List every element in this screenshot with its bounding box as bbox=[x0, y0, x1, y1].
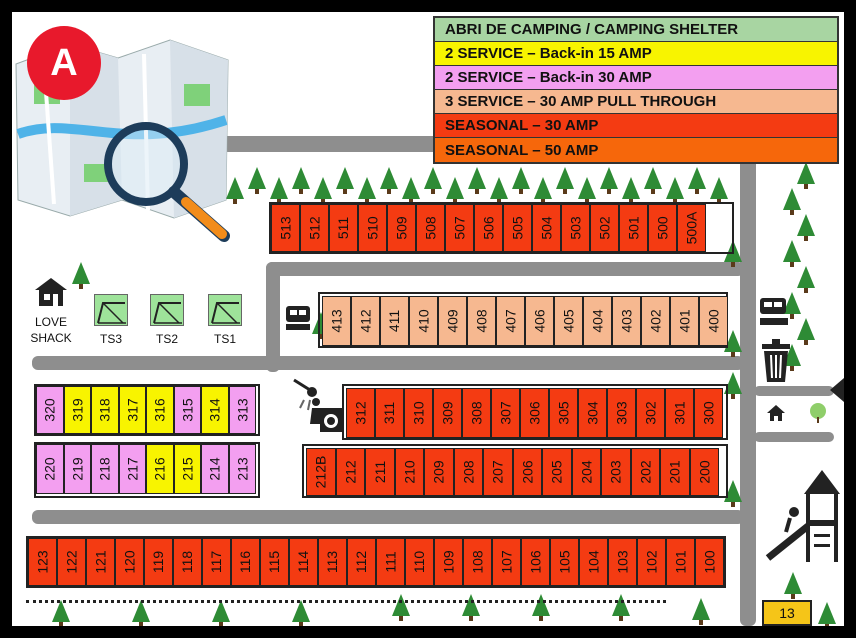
campsite-312[interactable] bbox=[346, 388, 375, 438]
campsite-111[interactable] bbox=[376, 538, 405, 586]
campsite-number: 103 bbox=[614, 550, 631, 574]
campsite-507[interactable] bbox=[445, 204, 474, 252]
campsite-208[interactable] bbox=[454, 448, 484, 496]
campsite-212B[interactable] bbox=[306, 448, 336, 496]
campsite-number: 412 bbox=[357, 309, 374, 333]
campsite-number: 300 bbox=[700, 401, 717, 425]
campsite-110[interactable] bbox=[405, 538, 434, 586]
campsite-number: 211 bbox=[371, 460, 388, 484]
campsite-number: 308 bbox=[468, 401, 485, 425]
road-east-spur-2 bbox=[754, 432, 834, 442]
campsite-number: 123 bbox=[34, 550, 51, 574]
tree-icon bbox=[818, 602, 836, 624]
bush-icon bbox=[808, 402, 828, 429]
campsite-305[interactable] bbox=[549, 388, 578, 438]
legend-item-label: SEASONAL – 30 AMP bbox=[445, 117, 599, 134]
campsite-316[interactable] bbox=[146, 386, 174, 434]
campsite-211[interactable] bbox=[365, 448, 395, 496]
campsite-number: 119 bbox=[150, 550, 167, 574]
campsite-214[interactable] bbox=[201, 444, 229, 494]
campsite-number: 406 bbox=[531, 309, 548, 333]
campsite-number: 505 bbox=[509, 216, 526, 240]
tree-icon bbox=[336, 167, 354, 189]
campsite-105[interactable] bbox=[550, 538, 579, 586]
campsite-122[interactable] bbox=[57, 538, 86, 586]
campsite-number: 113 bbox=[324, 550, 341, 574]
campsite-number: 409 bbox=[444, 309, 461, 333]
campsite-number: 219 bbox=[69, 457, 86, 481]
campsite-number: 511 bbox=[335, 216, 352, 240]
legend-item-label: 2 SERVICE – Back-in 15 AMP bbox=[445, 45, 652, 62]
house-icon bbox=[766, 404, 786, 427]
campsite-number: 118 bbox=[179, 550, 196, 574]
shelter-ts3[interactable] bbox=[94, 294, 128, 326]
campsite-number: 411 bbox=[386, 309, 403, 333]
campsite-number: 107 bbox=[498, 550, 515, 574]
tree-icon bbox=[784, 572, 802, 594]
love-shack-label bbox=[26, 314, 76, 346]
road-upper-mid bbox=[266, 262, 744, 276]
legend-item bbox=[435, 42, 837, 66]
tree-icon bbox=[446, 177, 464, 199]
dump-station-east-icon bbox=[758, 294, 792, 333]
campsite-506[interactable] bbox=[474, 204, 503, 252]
campsite-204[interactable] bbox=[572, 448, 602, 496]
campsite-207[interactable] bbox=[483, 448, 513, 496]
campsite-number: 402 bbox=[647, 309, 664, 333]
campsite-512[interactable] bbox=[300, 204, 329, 252]
tree-icon bbox=[380, 167, 398, 189]
tree-icon bbox=[797, 214, 815, 236]
campsite-number: 512 bbox=[306, 216, 323, 240]
campsite-320[interactable] bbox=[36, 386, 64, 434]
campsite-310[interactable] bbox=[404, 388, 433, 438]
sign-arrow-icon bbox=[830, 378, 844, 407]
campsite-213[interactable] bbox=[229, 444, 257, 494]
legend-item-label: 3 SERVICE – 30 AMP PULL THROUGH bbox=[445, 93, 717, 110]
campsite-108[interactable] bbox=[463, 538, 492, 586]
campsite-205[interactable] bbox=[542, 448, 572, 496]
campsite-number: 214 bbox=[206, 457, 223, 481]
campsite-number: 320 bbox=[41, 398, 58, 422]
tree-icon bbox=[578, 177, 596, 199]
tree-icon bbox=[688, 167, 706, 189]
campsite-120[interactable] bbox=[115, 538, 144, 586]
campsite-number: 303 bbox=[613, 401, 630, 425]
campsite-number: 121 bbox=[92, 550, 109, 574]
campsite-302[interactable] bbox=[636, 388, 665, 438]
campsite-106[interactable] bbox=[521, 538, 550, 586]
tree-icon bbox=[797, 162, 815, 184]
campsite-100[interactable] bbox=[695, 538, 724, 586]
campsite-403[interactable] bbox=[612, 296, 641, 346]
tree-icon bbox=[358, 177, 376, 199]
campsite-406[interactable] bbox=[525, 296, 554, 346]
campsite-number: 301 bbox=[671, 401, 688, 425]
campsite-number: 502 bbox=[596, 216, 613, 240]
campsite-113[interactable] bbox=[318, 538, 347, 586]
campsite-107[interactable] bbox=[492, 538, 521, 586]
campsite-123[interactable] bbox=[28, 538, 57, 586]
legend-item bbox=[435, 138, 837, 162]
tree-icon bbox=[644, 167, 662, 189]
tree-icon bbox=[52, 600, 70, 622]
campsite-408[interactable] bbox=[467, 296, 496, 346]
campsite-number: 316 bbox=[151, 398, 168, 422]
campsite-117[interactable] bbox=[202, 538, 231, 586]
map-badge bbox=[27, 26, 101, 100]
tree-icon bbox=[612, 594, 630, 616]
campsite-number: 220 bbox=[41, 457, 58, 481]
tree-icon bbox=[666, 177, 684, 199]
lot-100 bbox=[26, 536, 726, 588]
campsite-number: 201 bbox=[666, 460, 683, 484]
campsite-number: 200 bbox=[696, 460, 713, 484]
road-mid bbox=[32, 356, 744, 370]
tree-icon bbox=[534, 177, 552, 199]
campsite-number: 317 bbox=[124, 398, 141, 422]
campsite-number: 404 bbox=[589, 309, 606, 333]
map-badge-letter: A bbox=[50, 41, 78, 84]
campsite-number: 313 bbox=[234, 398, 251, 422]
campsite-402[interactable] bbox=[641, 296, 670, 346]
campsite-301[interactable] bbox=[665, 388, 694, 438]
campsite-103[interactable] bbox=[608, 538, 637, 586]
campsite-number: 307 bbox=[497, 401, 514, 425]
campsite-number: 104 bbox=[585, 550, 602, 574]
campsite-number: 401 bbox=[676, 309, 693, 333]
campsite-number: 503 bbox=[567, 216, 584, 240]
campsite-121[interactable] bbox=[86, 538, 115, 586]
campsite-413[interactable] bbox=[322, 296, 351, 346]
campsite-311[interactable] bbox=[375, 388, 404, 438]
campsite-number: 205 bbox=[548, 460, 565, 484]
tree-icon bbox=[468, 167, 486, 189]
campsite-210[interactable] bbox=[395, 448, 425, 496]
trash-bin-icon bbox=[760, 338, 792, 389]
campsite-412[interactable] bbox=[351, 296, 380, 346]
campsite-101[interactable] bbox=[666, 538, 695, 586]
tree-icon bbox=[72, 262, 90, 284]
campsite-405[interactable] bbox=[554, 296, 583, 346]
campsite-number: 500A bbox=[683, 211, 700, 245]
campsite-511[interactable] bbox=[329, 204, 358, 252]
campsite-409[interactable] bbox=[438, 296, 467, 346]
tree-icon bbox=[600, 167, 618, 189]
campsite-number: 218 bbox=[96, 457, 113, 481]
lot-400 bbox=[318, 292, 728, 348]
lot-300-west bbox=[34, 384, 260, 436]
campsite-number: 102 bbox=[643, 550, 660, 574]
campsite-109[interactable] bbox=[434, 538, 463, 586]
shelter-ts2-label: TS2 bbox=[155, 332, 178, 346]
campsite-number: 403 bbox=[618, 309, 635, 333]
shelter-ts1-label: TS1 bbox=[213, 332, 236, 346]
tree-icon bbox=[212, 600, 230, 622]
campsite-number: 202 bbox=[637, 460, 654, 484]
campsite-number: 212 bbox=[342, 460, 359, 484]
tree-icon bbox=[314, 177, 332, 199]
campsite-116[interactable] bbox=[231, 538, 260, 586]
tree-icon bbox=[783, 188, 801, 210]
campsite-number: 216 bbox=[151, 457, 168, 481]
campsite-407[interactable] bbox=[496, 296, 525, 346]
campsite-number: 206 bbox=[519, 460, 536, 484]
tree-icon bbox=[292, 600, 310, 622]
campsite-500A[interactable] bbox=[677, 204, 706, 252]
tree-icon bbox=[270, 177, 288, 199]
campsite-number: 315 bbox=[179, 398, 196, 422]
campsite-number: 504 bbox=[538, 216, 555, 240]
campsite-202[interactable] bbox=[631, 448, 661, 496]
campsite-number: 513 bbox=[277, 216, 294, 240]
campsite-104[interactable] bbox=[579, 538, 608, 586]
campsite-201[interactable] bbox=[660, 448, 690, 496]
playground-icon bbox=[760, 464, 844, 569]
campsite-319[interactable] bbox=[64, 386, 92, 434]
campsite-number: 510 bbox=[364, 216, 381, 240]
campsite-number: 305 bbox=[555, 401, 572, 425]
campsite-number: 111 bbox=[382, 551, 399, 573]
campsite-number: 319 bbox=[69, 398, 86, 422]
campsite-number: 116 bbox=[237, 550, 254, 574]
campsite-505[interactable] bbox=[503, 204, 532, 252]
legend-item-label: SEASONAL – 50 AMP bbox=[445, 141, 599, 159]
tree-icon bbox=[556, 167, 574, 189]
campsite-314[interactable] bbox=[201, 386, 229, 434]
campsite-513[interactable] bbox=[271, 204, 300, 252]
campsite-313[interactable] bbox=[229, 386, 257, 434]
lot-500 bbox=[269, 202, 734, 254]
campsite-number: 204 bbox=[578, 460, 595, 484]
campsite-504[interactable] bbox=[532, 204, 561, 252]
campsite-number: 109 bbox=[440, 550, 457, 574]
legend-item bbox=[435, 66, 837, 90]
campsite-220[interactable] bbox=[36, 444, 64, 494]
campsite-number: 408 bbox=[473, 309, 490, 333]
campsite-212[interactable] bbox=[336, 448, 366, 496]
legend-item-label: 2 SERVICE – Back-in 30 AMP bbox=[445, 69, 652, 86]
campsite-number: 501 bbox=[625, 216, 642, 240]
campsite-404[interactable] bbox=[583, 296, 612, 346]
tree-icon bbox=[692, 598, 710, 620]
lot-200-west bbox=[34, 442, 260, 498]
tree-icon bbox=[402, 177, 420, 199]
campsite-306[interactable] bbox=[520, 388, 549, 438]
campsite-401[interactable] bbox=[670, 296, 699, 346]
tree-icon bbox=[490, 177, 508, 199]
campsite-number: 117 bbox=[208, 550, 225, 574]
campsite-number: 400 bbox=[705, 309, 722, 333]
campsite-number: 312 bbox=[352, 401, 369, 425]
campsite-215[interactable] bbox=[174, 444, 202, 494]
campsite-number: 213 bbox=[234, 457, 251, 481]
campsite-500[interactable] bbox=[648, 204, 677, 252]
campsite-number: 215 bbox=[179, 457, 196, 481]
campsite-number: 407 bbox=[502, 309, 519, 333]
campsite-number: 115 bbox=[266, 550, 283, 574]
campsite-number: 106 bbox=[527, 550, 544, 574]
campsite-218[interactable] bbox=[91, 444, 119, 494]
campsite-307[interactable] bbox=[491, 388, 520, 438]
tree-icon bbox=[797, 318, 815, 340]
campsite-502[interactable] bbox=[590, 204, 619, 252]
campsite-number: 110 bbox=[411, 550, 428, 574]
tree-icon bbox=[710, 177, 728, 199]
campsite-115[interactable] bbox=[260, 538, 289, 586]
campsite-number: 506 bbox=[480, 216, 497, 240]
tree-icon bbox=[783, 240, 801, 262]
campsite-number: 208 bbox=[460, 460, 477, 484]
tree-icon bbox=[512, 167, 530, 189]
campsite-number: 302 bbox=[642, 401, 659, 425]
campsite-number: 311 bbox=[381, 401, 398, 425]
campsite-number: 306 bbox=[526, 401, 543, 425]
campsite-318[interactable] bbox=[91, 386, 119, 434]
legend bbox=[433, 16, 839, 164]
campsite-509[interactable] bbox=[387, 204, 416, 252]
campsite-209[interactable] bbox=[424, 448, 454, 496]
campsite-114[interactable] bbox=[289, 538, 318, 586]
campsite-206[interactable] bbox=[513, 448, 543, 496]
campsite-number: 509 bbox=[393, 216, 410, 240]
site-13-label: 13 bbox=[779, 605, 795, 621]
campground-map bbox=[12, 12, 844, 626]
road-lower bbox=[32, 510, 744, 524]
campsite-number: 304 bbox=[584, 401, 601, 425]
campsite-number: 310 bbox=[410, 401, 427, 425]
shelter-ts3-label: TS3 bbox=[99, 332, 122, 346]
campsite-503[interactable] bbox=[561, 204, 590, 252]
dotted-trail bbox=[26, 600, 666, 603]
lot-300 bbox=[342, 384, 728, 440]
campsite-number: 114 bbox=[295, 550, 312, 574]
campsite-508[interactable] bbox=[416, 204, 445, 252]
cabin-icon bbox=[34, 276, 68, 313]
shelter-ts2[interactable] bbox=[150, 294, 184, 326]
campsite-309[interactable] bbox=[433, 388, 462, 438]
campsite-112[interactable] bbox=[347, 538, 376, 586]
campsite-315[interactable] bbox=[174, 386, 202, 434]
lot-200 bbox=[302, 444, 728, 498]
campsite-number: 209 bbox=[430, 460, 447, 484]
legend-item-label: ABRI DE CAMPING / CAMPING SHELTER bbox=[445, 21, 739, 38]
campsite-number: 217 bbox=[124, 457, 141, 481]
legend-item bbox=[435, 18, 837, 42]
campsite-102[interactable] bbox=[637, 538, 666, 586]
campsite-217[interactable] bbox=[119, 444, 147, 494]
campsite-410[interactable] bbox=[409, 296, 438, 346]
legend-item bbox=[435, 114, 837, 138]
campsite-number: 210 bbox=[401, 460, 418, 484]
tree-icon bbox=[462, 594, 480, 616]
campsite-118[interactable] bbox=[173, 538, 202, 586]
dump-station-icon bbox=[284, 302, 314, 337]
campsite-510[interactable] bbox=[358, 204, 387, 252]
campsite-number: 500 bbox=[654, 216, 671, 240]
campsite-216[interactable] bbox=[146, 444, 174, 494]
campsite-number: 100 bbox=[701, 550, 718, 574]
tree-icon bbox=[424, 167, 442, 189]
campsite-number: 309 bbox=[439, 401, 456, 425]
campsite-219[interactable] bbox=[64, 444, 92, 494]
campsite-400[interactable] bbox=[699, 296, 728, 346]
road-east bbox=[740, 136, 756, 626]
shower-laundry-icon bbox=[290, 376, 344, 439]
tree-icon bbox=[622, 177, 640, 199]
campsite-411[interactable] bbox=[380, 296, 409, 346]
campsite-number: 508 bbox=[422, 216, 439, 240]
shelter-ts1[interactable] bbox=[208, 294, 242, 326]
campsite-number: 112 bbox=[353, 550, 370, 574]
tree-icon bbox=[797, 266, 815, 288]
tree-icon bbox=[392, 594, 410, 616]
campsite-number: 413 bbox=[328, 309, 345, 333]
tree-icon bbox=[132, 600, 150, 622]
campsite-501[interactable] bbox=[619, 204, 648, 252]
site-13[interactable] bbox=[762, 600, 812, 626]
campsite-number: 105 bbox=[556, 550, 573, 574]
campsite-number: 314 bbox=[206, 398, 223, 422]
campsite-number: 101 bbox=[672, 550, 689, 574]
campsite-304[interactable] bbox=[578, 388, 607, 438]
campsite-number: 507 bbox=[451, 216, 468, 240]
tree-icon bbox=[292, 167, 310, 189]
campsite-number: 207 bbox=[489, 460, 506, 484]
campsite-308[interactable] bbox=[462, 388, 491, 438]
campsite-119[interactable] bbox=[144, 538, 173, 586]
campsite-number: 410 bbox=[415, 309, 432, 333]
love-shack-label-line1: LOVE bbox=[34, 315, 67, 329]
campsite-number: 122 bbox=[63, 550, 80, 574]
campsite-number: 203 bbox=[607, 460, 624, 484]
love-shack-label-line2: SHACK bbox=[30, 331, 72, 345]
campsite-317[interactable] bbox=[119, 386, 147, 434]
campsite-number: 318 bbox=[96, 398, 113, 422]
tree-icon bbox=[248, 167, 266, 189]
campsite-300[interactable] bbox=[694, 388, 723, 438]
campsite-200[interactable] bbox=[690, 448, 720, 496]
legend-item bbox=[435, 90, 837, 114]
campsite-number: 108 bbox=[469, 550, 486, 574]
campsite-number: 120 bbox=[121, 550, 138, 574]
campsite-203[interactable] bbox=[601, 448, 631, 496]
tree-icon bbox=[532, 594, 550, 616]
campsite-number: 212B bbox=[312, 455, 329, 489]
campsite-303[interactable] bbox=[607, 388, 636, 438]
campsite-number: 405 bbox=[560, 309, 577, 333]
